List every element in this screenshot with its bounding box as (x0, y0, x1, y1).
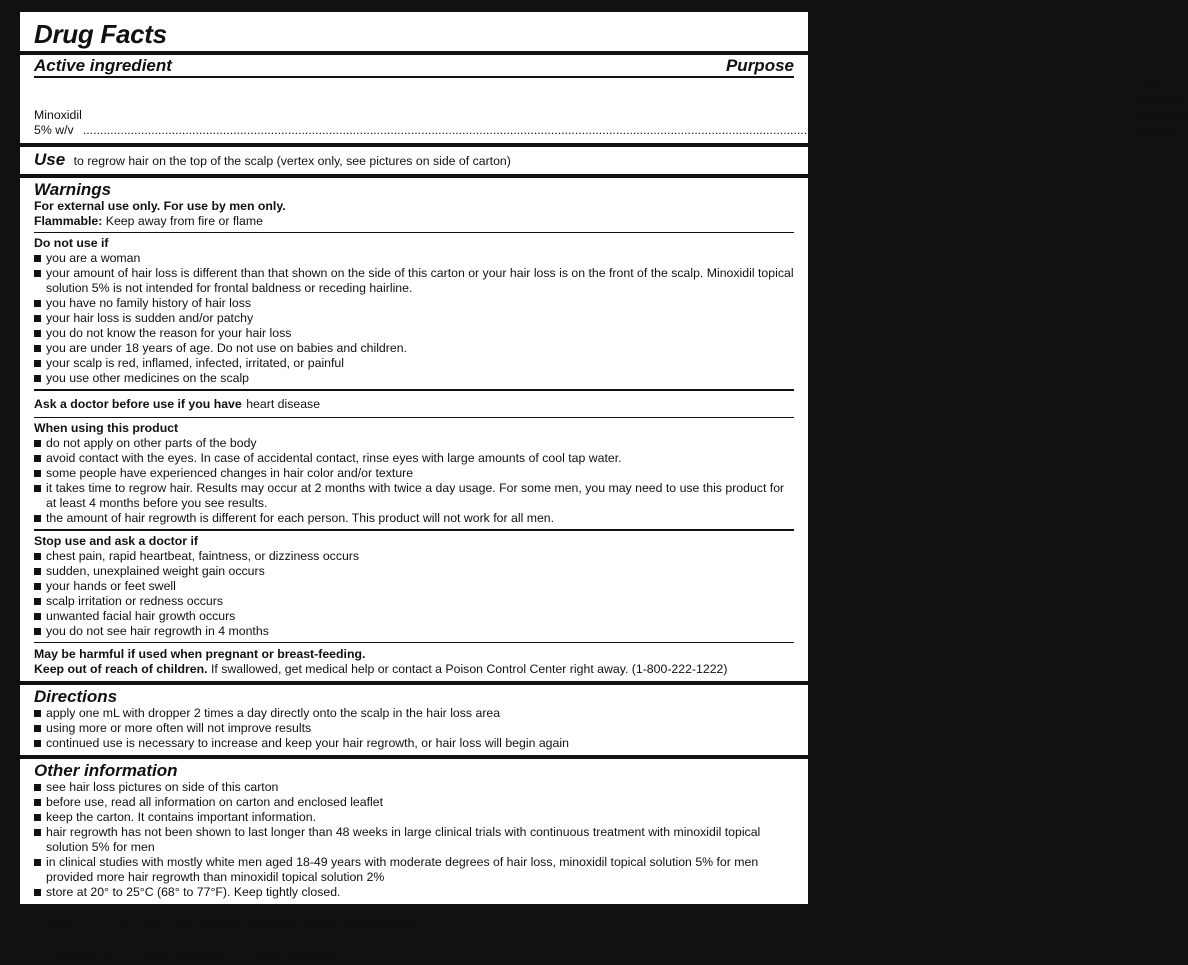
flammable-label: Flammable: (34, 213, 103, 228)
external-use-text: For external use only. For use by men only. (34, 198, 286, 213)
list-item: it takes time to regrow hair. Results may occur at 2 months with twice a day usage. For some men, you may need to use this product for at least 4 months before you see results. (34, 481, 794, 511)
list-item: in clinical studies with mostly white men aged 18-49 years with moderate degrees of hair loss, minoxidil topical solution 5% for men provided more hair regrowth than minoxidil topical solution 2% (34, 855, 794, 885)
list-item: the amount of hair regrowth is different for each person. This product will not work for all men. (34, 511, 794, 526)
warnings-heading: Warnings (34, 179, 112, 199)
list-item: hair regrowth has not been shown to last longer than 48 weeks in large clinical trials with continuous treatment with minoxidil topical solution 5% for men (34, 825, 794, 855)
list-item: you use other medicines on the scalp (34, 371, 794, 386)
use-text: to regrow hair on the top of the scalp (vertex only, see pictures on side of carton) (73, 153, 511, 168)
other-information-section (20, 759, 808, 904)
questions-phone: 1-800-719-9260 (246, 949, 334, 963)
questions-section (20, 941, 808, 965)
use-heading: Use (34, 149, 66, 169)
list-item: your scalp is red, inflamed, infected, irritated, or painful (34, 356, 794, 371)
list-item: sudden, unexplained weight gain occurs (34, 564, 794, 579)
list-item: scalp irritation or redness occurs (34, 594, 794, 609)
ask-doctor-heading: Ask a doctor before use if you have (34, 396, 242, 411)
dot-leader: .................................................................................................................................................................................................................................................................................................................... (82, 122, 1136, 137)
keep-out-text: If swallowed, get medical help or contact a Poison Control Center right away. (1-800-222-1222) (210, 662, 728, 676)
use-section (20, 147, 808, 174)
keep-out-row (34, 662, 794, 677)
list-item: you do not know the reason for your hair loss (34, 326, 794, 341)
when-using-heading: When using this product (34, 421, 179, 435)
active-ingredient-purpose: Hair regrowth treatment for men (1136, 77, 1188, 137)
do-not-use-section (20, 233, 808, 389)
pregnancy-warning: May be harmful if used when pregnant or breast-feeding. (34, 647, 366, 661)
active-ingredient-name: Minoxidil 5% w/v (34, 107, 82, 137)
inactive-ingredients-text: alcohol, propylene glycol, purified water (201, 916, 417, 930)
do-not-use-heading: Do not use if (34, 236, 109, 250)
list-item: before use, read all information on carton and enclosed leaflet (34, 795, 794, 810)
warnings-section (20, 178, 808, 232)
list-item: your hands or feet swell (34, 579, 794, 594)
directions-section (20, 685, 808, 755)
list-item: your hair loss is sudden and/or patchy (34, 311, 794, 326)
other-information-heading: Other information (34, 761, 178, 780)
directions-heading: Directions (34, 687, 118, 706)
flammable-text: Keep away from fire or flame (105, 213, 263, 228)
list-item: chest pain, rapid heartbeat, faintness, or dizziness occurs (34, 549, 794, 564)
stop-use-section (20, 531, 808, 642)
list-item: keep the carton. It contains important information. (34, 810, 794, 825)
keep-out-label: Keep out of reach of children. (34, 662, 208, 676)
inactive-ingredients-heading: Inactive ingredients (34, 912, 194, 931)
list-item: some people have experienced changes in hair color and/or texture (34, 466, 794, 481)
list-item: you have no family history of hair loss (34, 296, 794, 311)
list-item: using more or more often will not improve results (34, 721, 794, 736)
inactive-ingredients-section (20, 908, 808, 937)
list-item: you do not see hair regrowth in 4 months (34, 624, 794, 639)
active-ingredient-section (20, 55, 1188, 140)
list-item: do not apply on other parts of the body (34, 436, 794, 451)
active-ingredient-row (34, 77, 1188, 138)
list-item: continued use is necessary to increase and keep your hair regrowth, or hair loss will begin again (34, 736, 794, 751)
stop-use-heading: Stop use and ask a doctor if (34, 533, 198, 548)
list-item: apply one mL with dropper 2 times a day directly onto the scalp in the hair loss area (34, 706, 794, 721)
list-item: unwanted facial hair growth occurs (34, 609, 794, 624)
list-item: you are a woman (34, 251, 794, 266)
when-using-section (20, 418, 808, 529)
active-ingredient-heading: Active ingredient (34, 56, 172, 75)
label-title: Drug Facts (34, 19, 167, 49)
ask-doctor-section (20, 391, 808, 417)
flammable-row (34, 214, 794, 232)
list-item: see hair loss pictures on side of this carton (34, 780, 794, 795)
active-header-row (34, 57, 794, 75)
purpose-heading: Purpose (725, 56, 794, 75)
list-item: you are under 18 years of age. Do not use on babies and children. (34, 341, 794, 356)
ask-doctor-text: heart disease (246, 396, 321, 411)
drug-facts-label (20, 12, 1188, 964)
list-item: store at 20° to 25°C (68° to 77°F). Keep tightly closed. (34, 885, 794, 900)
list-item: your amount of hair loss is different than that shown on the side of this carton or your hair loss is on the front of the scalp. Minoxidil topical solution 5% is not intended for frontal baldness or receding hairline. (34, 266, 794, 296)
pregnancy-section (20, 643, 808, 681)
questions-heading: Questions or comments? (34, 945, 239, 964)
list-item: avoid contact with the eyes. In case of accidental contact, rinse eyes with large amounts of cool tap water. (34, 451, 794, 466)
